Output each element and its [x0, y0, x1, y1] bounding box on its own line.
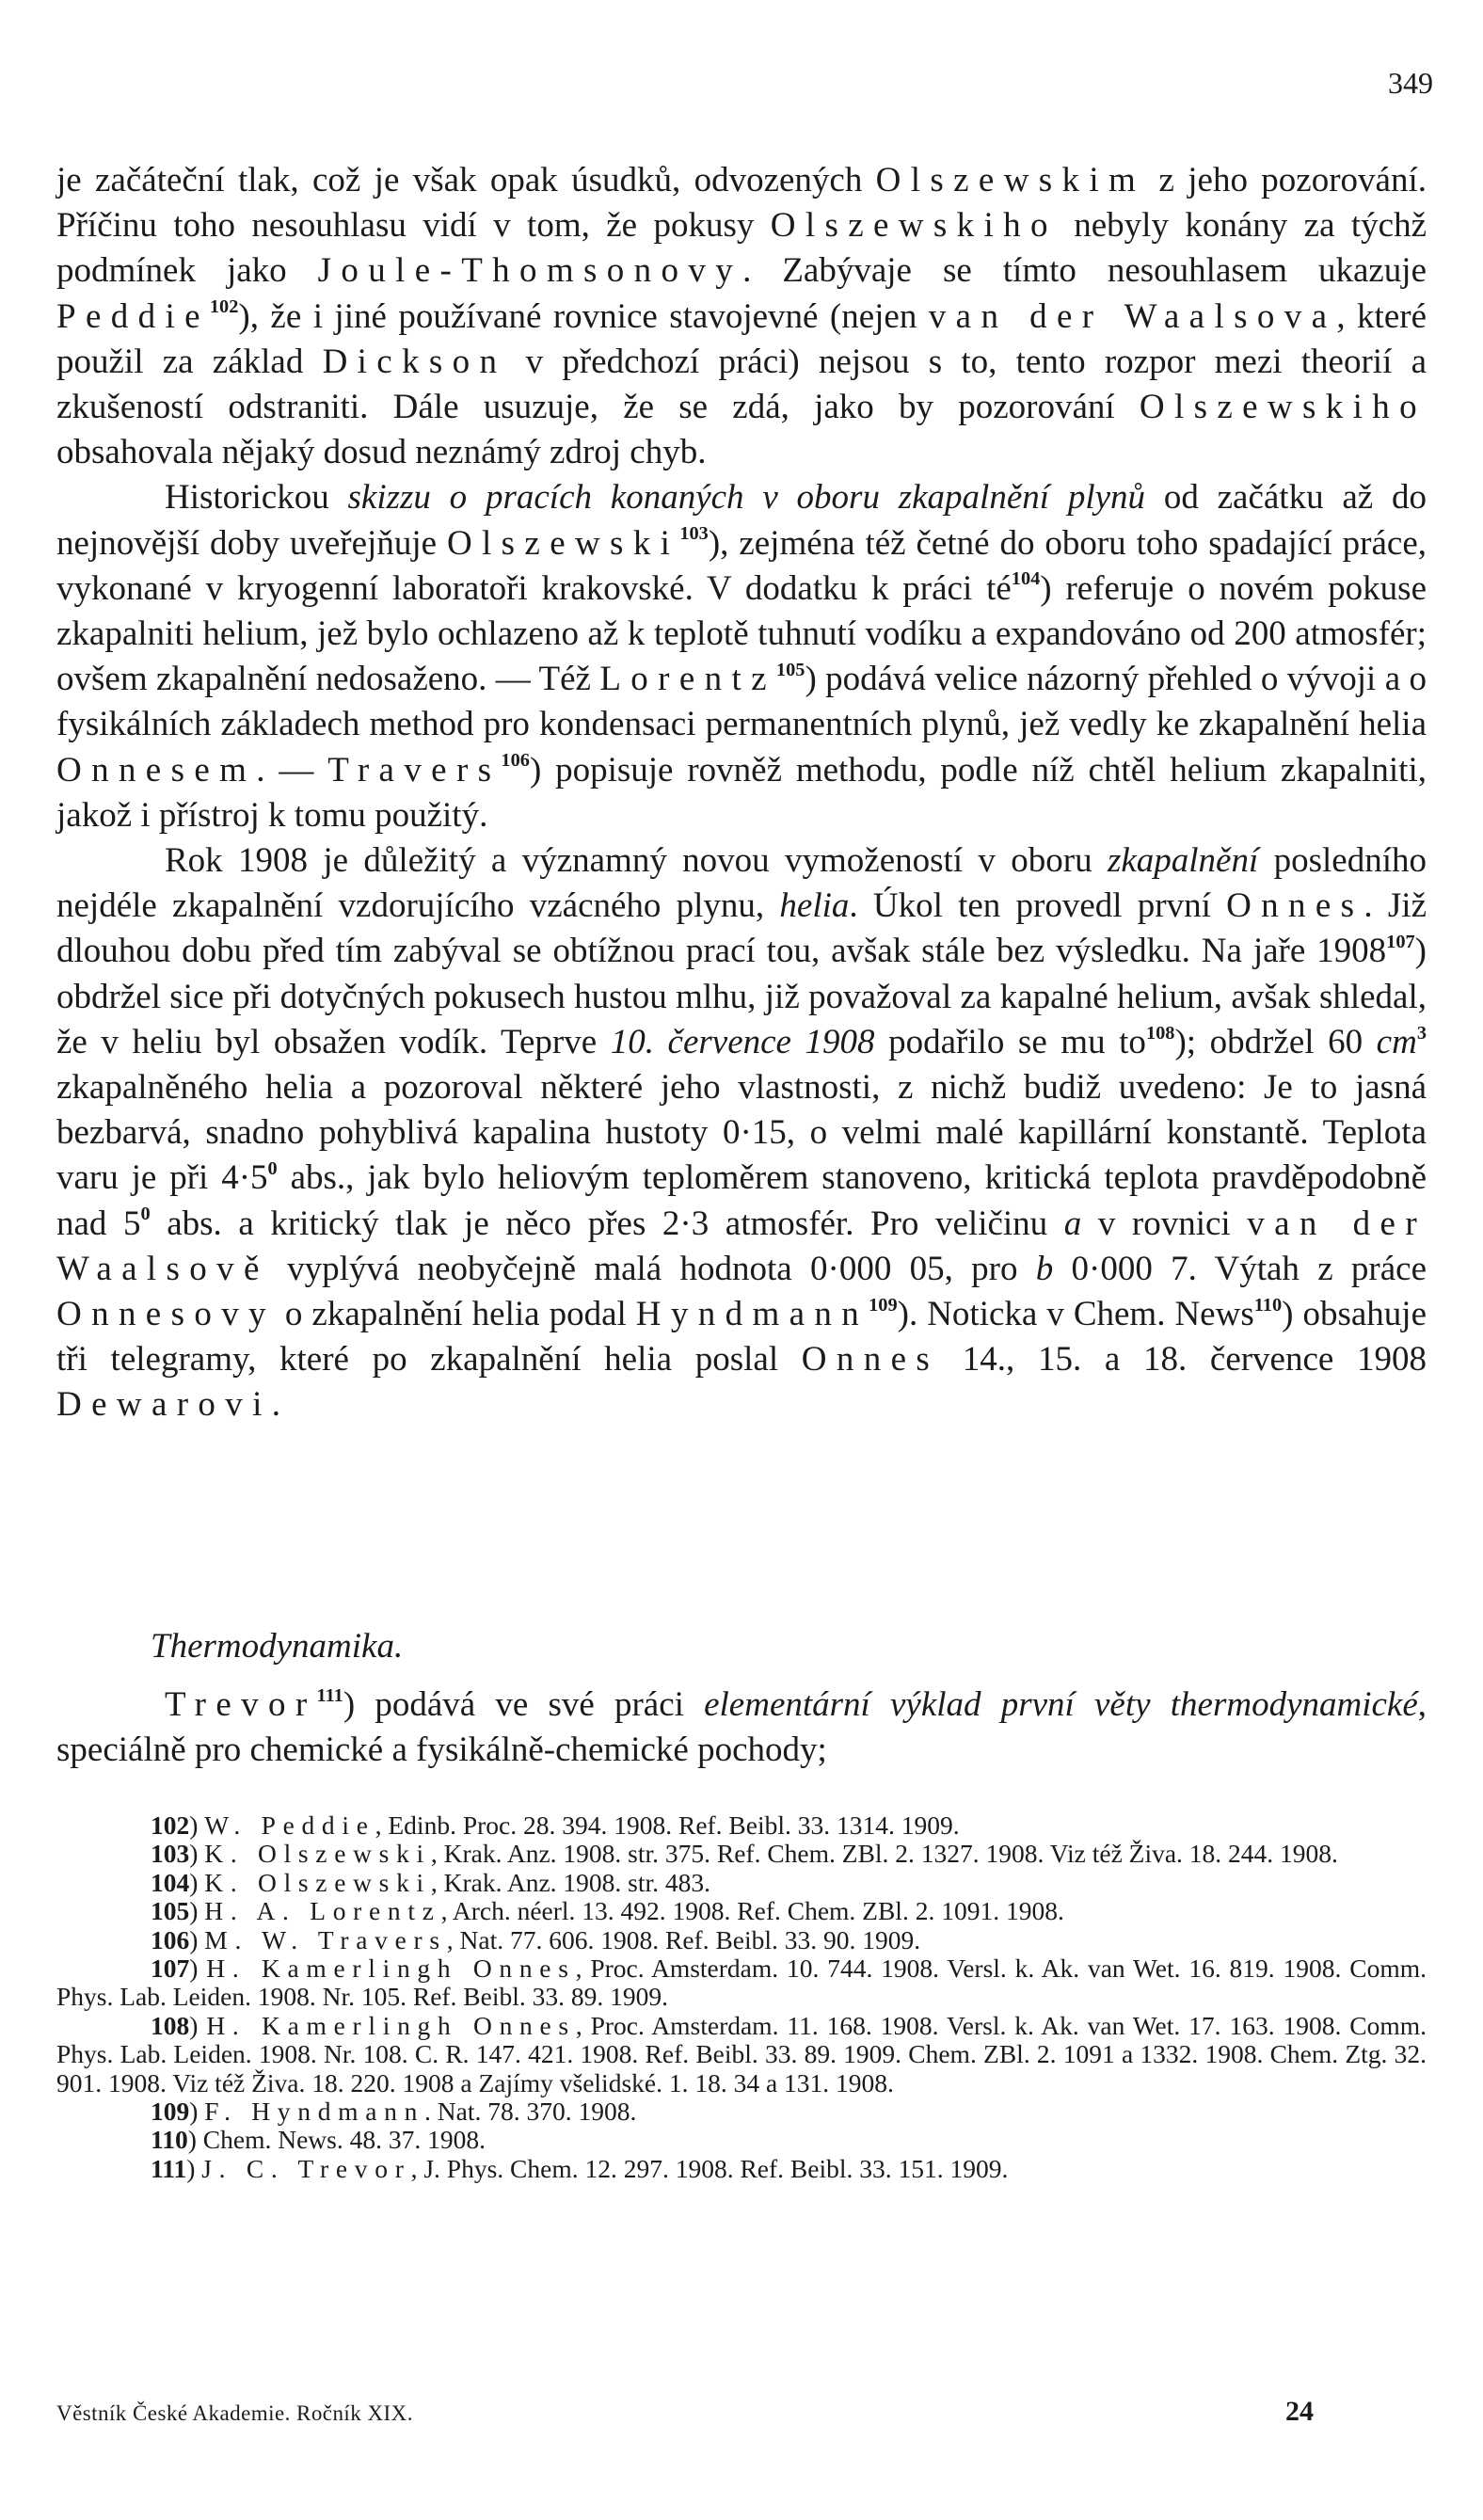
footnote-number: 106	[151, 1924, 190, 1954]
text-run: nebyly konány za týchž podmínek jako	[56, 206, 1427, 291]
footnote-107: 107) H. Kamerlingh Onnes, Proc. Amsterdam. 10. 744. 1908. Versl. k. Ak. van Wet. 16. 819. 1908. Comm. Phys. Lab. Leiden. 1908. Nr. 105. Ref. Beibl. 33. 89. 1909.	[56, 1954, 1427, 2012]
footnote-ref: 106	[501, 750, 530, 772]
footnote-author: W. Peddie	[204, 1810, 375, 1840]
footnote-108: 108) H. Kamerlingh Onnes, Proc. Amsterdam. 11. 168. 1908. Versl. k. Ak. van Wet. 17. 163. 1908. Comm. Phys. Lab. Leiden. 1908. Nr. 108. C. R. 147. 421. 1908. Ref. Beibl. 33. 89. 1909. Chem. ZBl. 2. 1091 a 1332. 1908. Chem. Ztg. 32. 901. 1908. Viz též Živa. 18. 220. 1908 a Zajímy všelidské. 1. 18. 34 a 131. 1908.	[56, 2010, 1427, 2097]
text-run: Historickou	[165, 478, 348, 518]
text-run: ) obsahuje tři telegramy, které po zkapalnění helia poslal	[56, 1295, 1427, 1380]
author-name: van der Waalsova	[928, 296, 1337, 336]
degree-sign: 0	[267, 1158, 278, 1180]
text-run: je začáteční tlak, což je však opak úsudků, odvozených	[56, 161, 876, 199]
footnote-author: F. Hyndmann	[204, 2097, 425, 2127]
footnote-103: 103) K. Olszewski, Krak. Anz. 1908. str. 375. Ref. Chem. ZBl. 2. 1327. 1908. Viz též Živa. 18. 244. 1908.	[151, 1839, 1338, 1869]
footnote-ref: 111	[316, 1684, 343, 1706]
text-run: .	[271, 1385, 281, 1425]
italic-term: helia	[779, 886, 850, 926]
text-run: v předchozí práci) nejsou s to, tento rozpor mezi theorií a zkušeností odstraniti. Dále usuzuje, že se zdá, jako by pozorování	[56, 342, 1427, 427]
footnote-number: 110	[151, 2125, 188, 2155]
text-run: ) referuje o novém pokuse zkapalniti helium, jež bylo ochlazeno až k teplotě tuhnutí vodíku a expandováno od 200 atmosfér; ovšem zkapalnění nedosaženo. — Též	[56, 568, 1427, 699]
text-run: ) obdržel sice při dotyčných pokusech hustou mlhu, již považoval za kapalné helium, avšak shledal, že v heliu byl obsažen vodík. Teprve	[56, 932, 1427, 1061]
footnote-ref: 109	[869, 1294, 898, 1316]
footnote-ref: 107	[1386, 932, 1415, 953]
footnote-author: M. W. Travers	[204, 1924, 447, 1954]
degree-sign: 0	[140, 1204, 151, 1225]
author-name: Travers	[327, 750, 502, 789]
footnote-text: , Krak. Anz. 1908. str. 375. Ref. Chem. ZBl. 2. 1327. 1908. Viz též Živa. 18. 244. 1908.	[430, 1839, 1338, 1869]
footnote-ref: 103	[679, 523, 709, 545]
author-name: Olszewskiho	[770, 206, 1058, 246]
variable: a	[1063, 1204, 1082, 1243]
text-run: obsahovala nějaký dosud neznámý zdroj chyb.	[56, 433, 707, 472]
footnote-text: Chem. News. 48. 37. 1908.	[202, 2125, 486, 2155]
author-name: Joule-Thomsonovy	[317, 251, 743, 291]
footnote-author: H. A. Lorentz	[204, 1896, 441, 1926]
footnote-text: , Edinb. Proc. 28. 394. 1908. Ref. Beibl. 33. 1314. 1909.	[375, 1810, 960, 1840]
footnote-author: K. Olszewski	[204, 1867, 431, 1897]
signature-mark: 24	[1285, 2396, 1314, 2427]
text-run: abs., jak bylo heliovým teploměrem stanoveno, kritická teplota pravděpodobně nad 5	[56, 1158, 1427, 1243]
text-run: od začátku až do nejnovější doby uveřejňuje	[56, 478, 1427, 563]
footnote-number: 103	[151, 1839, 190, 1869]
author-name: Onnes	[1226, 886, 1364, 926]
text-run: , speciálně pro chemické a fysikálně-chemické pochody;	[56, 1685, 1427, 1770]
author-name: Olszewskim	[875, 161, 1146, 199]
italic-title: elementární výklad první věty thermodynamické	[704, 1685, 1418, 1724]
footnote-ref: 108	[1145, 1022, 1175, 1044]
author-name: Onnes	[801, 1340, 940, 1380]
text-run: ) popisuje rovněž methodu, podle níž chtěl helium zkapalniti, jakož i přístroj k tomu použitý.	[56, 750, 1427, 835]
footnote-ref: 102	[209, 296, 239, 318]
italic-date: 10. července 1908	[610, 1022, 875, 1061]
footnote-number: 102	[151, 1810, 190, 1840]
text-run: 14., 15. a 18. července 1908	[939, 1340, 1427, 1380]
footnote-text: , Arch. néerl. 13. 492. 1908. Ref. Chem. ZBl. 2. 1091. 1908.	[440, 1896, 1064, 1926]
text-run: ), že i jiné používané rovnice stavojevné (nejen	[238, 296, 929, 336]
footnotes	[56, 1811, 1427, 2183]
journal-name: Věstník České Akademie. Ročník XIX.	[56, 2401, 413, 2425]
text-run: podařilo se mu to	[874, 1022, 1146, 1061]
page-number: 349	[1388, 66, 1433, 100]
footnote-author: H. Kamerlingh Onnes	[206, 1954, 576, 1984]
author-name: Dickson	[322, 342, 507, 381]
text-run: o zkapalnění helia podal	[275, 1295, 636, 1334]
author-name: van der Waalsově	[56, 1204, 1427, 1288]
text-run: , které použil za základ	[56, 296, 1427, 381]
author-name: Dewarovi	[56, 1385, 272, 1425]
text-run: ) podává velice názorný přehled o vývoji a o fysikálních základech method pro kondensaci permanentních plynů, jež vedly ke zkapalnění helia	[56, 660, 1427, 744]
section-paragraph	[56, 1683, 1427, 1773]
footnote-109: 109) F. Hyndmann. Nat. 78. 370. 1908.	[151, 2097, 637, 2127]
author-name: Trevor	[165, 1685, 317, 1724]
footnote-111: 111) J. C. Trevor, J. Phys. Chem. 12. 297. 1908. Ref. Beibl. 33. 151. 1909.	[151, 2153, 1009, 2183]
author-name: Onnesovy	[56, 1295, 276, 1334]
footnote-text: , Nat. 77. 606. 1908. Ref. Beibl. 33. 90. 1909.	[446, 1924, 921, 1954]
paragraph-2	[56, 475, 1427, 838]
footnote-ref: 105	[775, 659, 805, 680]
footnote-author: H. Kamerlingh Onnes	[206, 2010, 576, 2040]
footnote-author: K. Olszewski	[204, 1839, 431, 1869]
text-run: vyplývá neobyčejně malá hodnota 0·000 05, pro	[268, 1249, 1036, 1288]
author-name: Olszewski	[446, 523, 680, 563]
footnote-author: J. C. Trevor	[201, 2153, 411, 2183]
footnote-text: . Nat. 78. 370. 1908.	[424, 2097, 637, 2127]
text-run: ). Noticka v Chem. News	[897, 1295, 1254, 1334]
text-run: . Zabývaje se tímto nesouhlasem ukazuje	[742, 251, 1427, 291]
footnote-ref: 104	[1011, 568, 1041, 590]
author-name: Lorentz	[599, 660, 776, 699]
text-run: posledního nejdéle zkapalnění vzdorujícího vzácného plynu,	[56, 841, 1427, 926]
text-run: ); obdržel 60	[1174, 1022, 1377, 1061]
text-run: ) podává ve své práci	[343, 1685, 705, 1724]
text-run: v rovnici	[1081, 1204, 1248, 1243]
footnote-105: 105) H. A. Lorentz, Arch. néerl. 13. 492. 1908. Ref. Chem. ZBl. 2. 1091. 1908.	[151, 1896, 1064, 1926]
footnote-text: , Proc. Amsterdam. 11. 168. 1908. Versl. k. Ak. van Wet. 17. 163. 1908. Comm. Phys. Lab. Leiden. 1908. Nr. 108. C. R. 147. 421. 1908. Ref. Beibl. 33. 89. 1909. Chem. ZBl. 2. 1091 a 1332. 1908. Chem. Ztg. 32. 901. 1908. Viz též Živa. 18. 220. 1908 a Zajímy všelidské. 1. 18. 34 a 131. 1908.	[56, 2010, 1427, 2097]
author-name: Olszewskiho	[1139, 388, 1427, 427]
footnote-number: 104	[151, 1867, 190, 1897]
italic-title: skizzu o pracích konaných v oboru zkapalnění plynů	[347, 478, 1146, 518]
variable: b	[1035, 1249, 1054, 1288]
text-run: abs. a kritický tlak je něco přes 2·3 atmosfér. Pro veličinu	[150, 1204, 1064, 1243]
footnote-number: 111	[151, 2153, 187, 2183]
footnote-102: 102) W. Peddie, Edinb. Proc. 28. 394. 1908. Ref. Beibl. 33. 1314. 1909.	[151, 1810, 960, 1840]
footnote-106: 106) M. W. Travers, Nat. 77. 606. 1908. Ref. Beibl. 33. 90. 1909.	[151, 1924, 921, 1954]
paragraph-1	[56, 158, 1427, 475]
text-run: Rok 1908 je důležitý a významný novou vymožeností v oboru	[165, 841, 1108, 881]
author-name: Onnesem	[56, 750, 257, 789]
section-heading: Thermodynamika.	[151, 1627, 404, 1666]
text-run: zkapalněného helia a pozoroval některé jeho vlastnosti, z nichž budiž uvedeno: Je to jasná bezbarvá, snadno pohyblivá kapalina hustoty 0·15, o velmi malé kapillární konstantě. Teplota varu je při 4·5	[56, 1068, 1427, 1198]
author-name: Peddie	[56, 296, 210, 336]
text-run: . Již dlouhou dobu před tím zabýval se obtížnou prací tou, avšak stále bez výsledku. Na jaře 1908	[56, 886, 1427, 971]
main-text	[56, 158, 1427, 1428]
footnote-number: 107	[151, 1954, 190, 1984]
footnote-110: 110) Chem. News. 48. 37. 1908.	[151, 2125, 486, 2155]
text-run: ), zejména též četné do oboru toho spadající práce, vykonané v kryogenní laboratoři krakovské. V dodatku k práci té	[56, 523, 1427, 608]
footnote-ref: 110	[1253, 1294, 1283, 1316]
section-text	[56, 1683, 1427, 1773]
footnote-text: , Krak. Anz. 1908. str. 483.	[430, 1867, 711, 1897]
paragraph-3	[56, 838, 1427, 1428]
footnote-text: , J. Phys. Chem. 12. 297. 1908. Ref. Beibl. 33. 151. 1909.	[410, 2153, 1009, 2183]
page-footer	[56, 2396, 1427, 2427]
text-run: . Úkol ten provedl první	[849, 886, 1227, 926]
footnote-number: 108	[151, 2010, 190, 2040]
footnote-104: 104) K. Olszewski, Krak. Anz. 1908. str. 483.	[151, 1867, 711, 1897]
unit: cm	[1376, 1022, 1417, 1061]
author-name: Hyndmann	[635, 1295, 869, 1334]
text-run: 0·000 7. Výtah z práce	[1053, 1249, 1427, 1288]
footnote-text: , Proc. Amsterdam. 10. 744. 1908. Versl. k. Ak. van Wet. 16. 819. 1908. Comm. Phys. Lab. Leiden. 1908. Nr. 105. Ref. Beibl. 33. 89. 1909.	[56, 1954, 1427, 2012]
footnote-number: 105	[151, 1896, 190, 1926]
italic-term: zkapalnění	[1107, 841, 1259, 881]
text-run: . —	[256, 750, 328, 789]
footnote-number: 109	[151, 2097, 190, 2127]
exponent: 3	[1416, 1022, 1427, 1044]
text-run: z jeho pozorování. Příčinu toho nesouhlasu vidí v tom, že pokusy	[56, 161, 1427, 246]
